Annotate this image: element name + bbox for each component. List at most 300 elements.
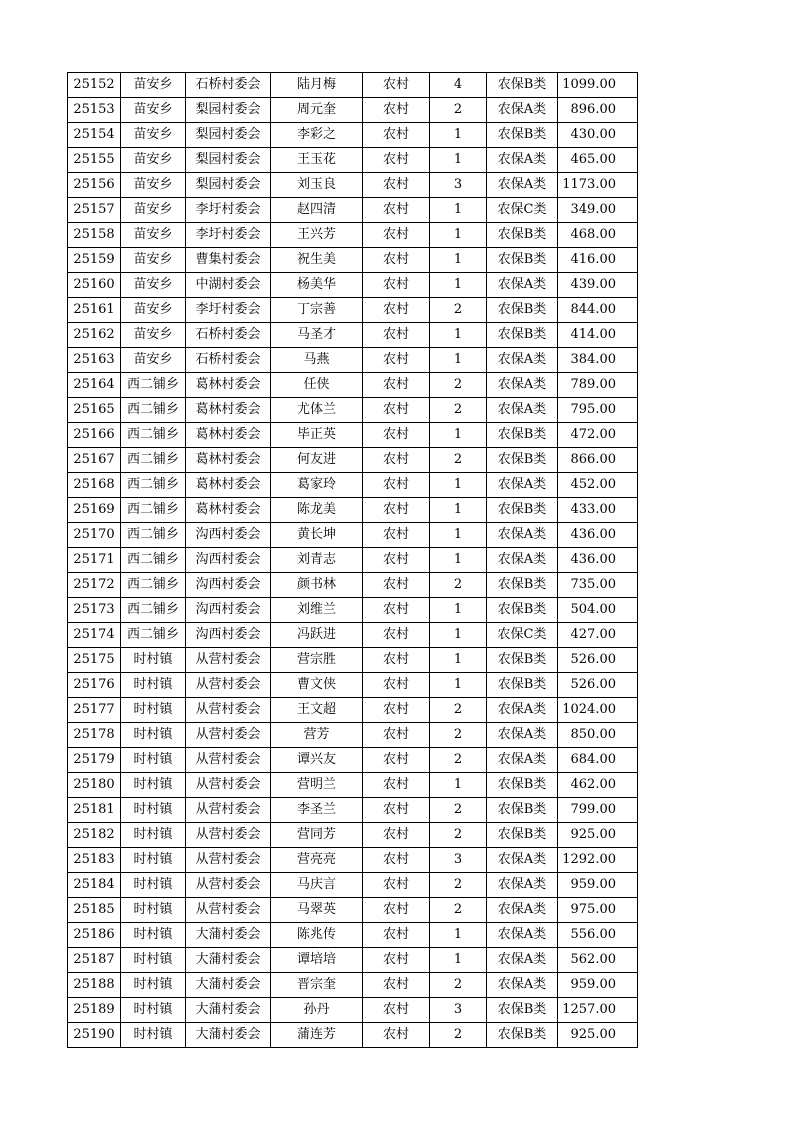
member-count-cell: 1 [430, 223, 487, 248]
amount-cell: 433.00 [558, 498, 638, 523]
village-cell: 沟西村委会 [186, 573, 271, 598]
record-id-cell: 25154 [68, 123, 121, 148]
record-id-cell: 25180 [68, 773, 121, 798]
record-id-cell: 25157 [68, 198, 121, 223]
member-count-cell: 1 [430, 273, 487, 298]
village-cell: 大蒲村委会 [186, 1023, 271, 1048]
township-cell: 苗安乡 [121, 148, 186, 173]
member-count-cell: 1 [430, 498, 487, 523]
village-cell: 梨园村委会 [186, 123, 271, 148]
table-row [68, 373, 638, 398]
insurance-category-cell: 农保A类 [487, 273, 558, 298]
township-cell: 苗安乡 [121, 348, 186, 373]
amount-cell: 1099.00 [558, 73, 638, 98]
insurance-category-cell: 农保B类 [487, 248, 558, 273]
insurance-category-cell: 农保B类 [487, 498, 558, 523]
township-cell: 西二铺乡 [121, 373, 186, 398]
table-row [68, 423, 638, 448]
record-id-cell: 25163 [68, 348, 121, 373]
household-type-cell: 农村 [363, 923, 430, 948]
township-cell: 西二铺乡 [121, 498, 186, 523]
name-cell: 祝生美 [271, 248, 363, 273]
household-type-cell: 农村 [363, 873, 430, 898]
township-cell: 苗安乡 [121, 73, 186, 98]
household-type-cell: 农村 [363, 523, 430, 548]
household-type-cell: 农村 [363, 773, 430, 798]
household-type-cell: 农村 [363, 348, 430, 373]
township-cell: 西二铺乡 [121, 423, 186, 448]
village-cell: 梨园村委会 [186, 148, 271, 173]
township-cell: 苗安乡 [121, 273, 186, 298]
record-id-cell: 25173 [68, 598, 121, 623]
member-count-cell: 2 [430, 873, 487, 898]
household-type-cell: 农村 [363, 573, 430, 598]
amount-cell: 556.00 [558, 923, 638, 948]
amount-cell: 384.00 [558, 348, 638, 373]
name-cell: 颜书林 [271, 573, 363, 598]
township-cell: 苗安乡 [121, 323, 186, 348]
record-id-cell: 25184 [68, 873, 121, 898]
insurance-category-cell: 农保A类 [487, 723, 558, 748]
insurance-category-cell: 农保A类 [487, 148, 558, 173]
household-type-cell: 农村 [363, 823, 430, 848]
township-cell: 时村镇 [121, 873, 186, 898]
household-type-cell: 农村 [363, 123, 430, 148]
township-cell: 时村镇 [121, 698, 186, 723]
insurance-category-cell: 农保A类 [487, 948, 558, 973]
township-cell: 西二铺乡 [121, 548, 186, 573]
table-row [68, 598, 638, 623]
township-cell: 时村镇 [121, 973, 186, 998]
table-row [68, 723, 638, 748]
member-count-cell: 1 [430, 773, 487, 798]
record-id-cell: 25188 [68, 973, 121, 998]
record-id-cell: 25161 [68, 298, 121, 323]
table-row [68, 573, 638, 598]
table-row [68, 1023, 638, 1048]
township-cell: 时村镇 [121, 748, 186, 773]
table-row [68, 823, 638, 848]
member-count-cell: 1 [430, 598, 487, 623]
amount-cell: 975.00 [558, 898, 638, 923]
insurance-category-cell: 农保B类 [487, 223, 558, 248]
insurance-category-cell: 农保A类 [487, 698, 558, 723]
table-row [68, 848, 638, 873]
amount-cell: 562.00 [558, 948, 638, 973]
table-row [68, 298, 638, 323]
village-cell: 石桥村委会 [186, 348, 271, 373]
name-cell: 晋宗奎 [271, 973, 363, 998]
village-cell: 从营村委会 [186, 648, 271, 673]
table-row [68, 773, 638, 798]
village-cell: 梨园村委会 [186, 98, 271, 123]
table-row [68, 123, 638, 148]
household-type-cell: 农村 [363, 373, 430, 398]
name-cell: 黄长坤 [271, 523, 363, 548]
record-id-cell: 25170 [68, 523, 121, 548]
record-id-cell: 25182 [68, 823, 121, 848]
household-type-cell: 农村 [363, 498, 430, 523]
amount-cell: 795.00 [558, 398, 638, 423]
insurance-category-cell: 农保B类 [487, 798, 558, 823]
insurance-category-cell: 农保B类 [487, 573, 558, 598]
village-cell: 梨园村委会 [186, 173, 271, 198]
township-cell: 西二铺乡 [121, 573, 186, 598]
member-count-cell: 2 [430, 698, 487, 723]
village-cell: 曹集村委会 [186, 248, 271, 273]
member-count-cell: 2 [430, 798, 487, 823]
record-id-cell: 25189 [68, 998, 121, 1023]
township-cell: 时村镇 [121, 848, 186, 873]
record-id-cell: 25171 [68, 548, 121, 573]
table-body [68, 73, 638, 1048]
name-cell: 孙丹 [271, 998, 363, 1023]
amount-cell: 925.00 [558, 823, 638, 848]
household-type-cell: 农村 [363, 1023, 430, 1048]
township-cell: 苗安乡 [121, 123, 186, 148]
table-row [68, 323, 638, 348]
table-row [68, 148, 638, 173]
village-cell: 从营村委会 [186, 723, 271, 748]
village-cell: 葛林村委会 [186, 448, 271, 473]
table-row [68, 548, 638, 573]
insurance-category-cell: 农保A类 [487, 748, 558, 773]
table-row [68, 398, 638, 423]
village-cell: 葛林村委会 [186, 423, 271, 448]
record-id-cell: 25185 [68, 898, 121, 923]
member-count-cell: 2 [430, 373, 487, 398]
insurance-category-cell: 农保C类 [487, 623, 558, 648]
township-cell: 时村镇 [121, 1023, 186, 1048]
name-cell: 曹文侠 [271, 673, 363, 698]
table-row [68, 973, 638, 998]
name-cell: 谭兴友 [271, 748, 363, 773]
table-row [68, 748, 638, 773]
household-type-cell: 农村 [363, 98, 430, 123]
insurance-category-cell: 农保B类 [487, 73, 558, 98]
village-cell: 石桥村委会 [186, 323, 271, 348]
insurance-category-cell: 农保B类 [487, 648, 558, 673]
amount-cell: 436.00 [558, 548, 638, 573]
insurance-category-cell: 农保B类 [487, 123, 558, 148]
name-cell: 谭培培 [271, 948, 363, 973]
name-cell: 陈兆传 [271, 923, 363, 948]
table-row [68, 173, 638, 198]
name-cell: 冯跃进 [271, 623, 363, 648]
village-cell: 葛林村委会 [186, 498, 271, 523]
table-row [68, 348, 638, 373]
member-count-cell: 3 [430, 173, 487, 198]
record-id-cell: 25160 [68, 273, 121, 298]
township-cell: 苗安乡 [121, 298, 186, 323]
insurance-category-cell: 农保A类 [487, 373, 558, 398]
village-cell: 中湖村委会 [186, 273, 271, 298]
insurance-category-cell: 农保B类 [487, 448, 558, 473]
township-cell: 时村镇 [121, 823, 186, 848]
record-id-cell: 25181 [68, 798, 121, 823]
member-count-cell: 1 [430, 248, 487, 273]
amount-cell: 799.00 [558, 798, 638, 823]
household-type-cell: 农村 [363, 298, 430, 323]
table-row [68, 248, 638, 273]
township-cell: 苗安乡 [121, 98, 186, 123]
member-count-cell: 1 [430, 348, 487, 373]
record-id-cell: 25175 [68, 648, 121, 673]
insurance-category-cell: 农保C类 [487, 198, 558, 223]
household-type-cell: 农村 [363, 898, 430, 923]
member-count-cell: 1 [430, 473, 487, 498]
amount-cell: 439.00 [558, 273, 638, 298]
village-cell: 从营村委会 [186, 848, 271, 873]
table-row [68, 273, 638, 298]
amount-cell: 465.00 [558, 148, 638, 173]
insurance-category-cell: 农保A类 [487, 398, 558, 423]
record-id-cell: 25169 [68, 498, 121, 523]
record-id-cell: 25162 [68, 323, 121, 348]
township-cell: 苗安乡 [121, 173, 186, 198]
township-cell: 时村镇 [121, 923, 186, 948]
member-count-cell: 1 [430, 673, 487, 698]
member-count-cell: 2 [430, 748, 487, 773]
name-cell: 陆月梅 [271, 73, 363, 98]
record-id-cell: 25172 [68, 573, 121, 598]
insurance-category-cell: 农保B类 [487, 1023, 558, 1048]
name-cell: 李彩之 [271, 123, 363, 148]
record-id-cell: 25186 [68, 923, 121, 948]
township-cell: 时村镇 [121, 723, 186, 748]
name-cell: 马翠英 [271, 898, 363, 923]
township-cell: 时村镇 [121, 773, 186, 798]
name-cell: 刘维兰 [271, 598, 363, 623]
amount-cell: 959.00 [558, 973, 638, 998]
household-type-cell: 农村 [363, 548, 430, 573]
insurance-category-cell: 农保B类 [487, 823, 558, 848]
table-row [68, 223, 638, 248]
household-type-cell: 农村 [363, 273, 430, 298]
amount-cell: 844.00 [558, 298, 638, 323]
record-id-cell: 25177 [68, 698, 121, 723]
member-count-cell: 1 [430, 423, 487, 448]
member-count-cell: 2 [430, 573, 487, 598]
village-cell: 沟西村委会 [186, 598, 271, 623]
township-cell: 西二铺乡 [121, 623, 186, 648]
amount-cell: 349.00 [558, 198, 638, 223]
village-cell: 从营村委会 [186, 873, 271, 898]
amount-cell: 789.00 [558, 373, 638, 398]
record-id-cell: 25164 [68, 373, 121, 398]
insurance-category-cell: 农保A类 [487, 848, 558, 873]
name-cell: 丁宗善 [271, 298, 363, 323]
name-cell: 营同芳 [271, 823, 363, 848]
village-cell: 大蒲村委会 [186, 998, 271, 1023]
member-count-cell: 1 [430, 948, 487, 973]
member-count-cell: 2 [430, 1023, 487, 1048]
village-cell: 从营村委会 [186, 898, 271, 923]
township-cell: 时村镇 [121, 998, 186, 1023]
record-id-cell: 25156 [68, 173, 121, 198]
record-id-cell: 25190 [68, 1023, 121, 1048]
insurance-category-cell: 农保B类 [487, 998, 558, 1023]
table-row [68, 523, 638, 548]
amount-cell: 684.00 [558, 748, 638, 773]
township-cell: 苗安乡 [121, 223, 186, 248]
amount-cell: 436.00 [558, 523, 638, 548]
name-cell: 刘玉良 [271, 173, 363, 198]
insurance-category-cell: 农保A类 [487, 473, 558, 498]
amount-cell: 452.00 [558, 473, 638, 498]
name-cell: 陈龙美 [271, 498, 363, 523]
records-table [67, 72, 638, 1048]
member-count-cell: 1 [430, 623, 487, 648]
insurance-category-cell: 农保A类 [487, 523, 558, 548]
household-type-cell: 农村 [363, 748, 430, 773]
village-cell: 李圩村委会 [186, 298, 271, 323]
amount-cell: 925.00 [558, 1023, 638, 1048]
record-id-cell: 25153 [68, 98, 121, 123]
village-cell: 从营村委会 [186, 773, 271, 798]
table-row [68, 998, 638, 1023]
member-count-cell: 2 [430, 298, 487, 323]
household-type-cell: 农村 [363, 673, 430, 698]
insurance-category-cell: 农保A类 [487, 548, 558, 573]
household-type-cell: 农村 [363, 223, 430, 248]
record-id-cell: 25152 [68, 73, 121, 98]
record-id-cell: 25179 [68, 748, 121, 773]
name-cell: 何友进 [271, 448, 363, 473]
household-type-cell: 农村 [363, 623, 430, 648]
name-cell: 营亮亮 [271, 848, 363, 873]
record-id-cell: 25167 [68, 448, 121, 473]
household-type-cell: 农村 [363, 148, 430, 173]
table-row [68, 198, 638, 223]
amount-cell: 1024.00 [558, 698, 638, 723]
insurance-category-cell: 农保A类 [487, 173, 558, 198]
name-cell: 王文超 [271, 698, 363, 723]
township-cell: 时村镇 [121, 898, 186, 923]
record-id-cell: 25155 [68, 148, 121, 173]
township-cell: 时村镇 [121, 648, 186, 673]
village-cell: 从营村委会 [186, 698, 271, 723]
member-count-cell: 1 [430, 123, 487, 148]
amount-cell: 416.00 [558, 248, 638, 273]
member-count-cell: 2 [430, 823, 487, 848]
household-type-cell: 农村 [363, 948, 430, 973]
village-cell: 葛林村委会 [186, 473, 271, 498]
household-type-cell: 农村 [363, 698, 430, 723]
name-cell: 马燕 [271, 348, 363, 373]
member-count-cell: 1 [430, 198, 487, 223]
member-count-cell: 1 [430, 648, 487, 673]
name-cell: 赵四清 [271, 198, 363, 223]
record-id-cell: 25165 [68, 398, 121, 423]
member-count-cell: 2 [430, 98, 487, 123]
amount-cell: 850.00 [558, 723, 638, 748]
amount-cell: 468.00 [558, 223, 638, 248]
name-cell: 毕正英 [271, 423, 363, 448]
township-cell: 西二铺乡 [121, 473, 186, 498]
insurance-category-cell: 农保A类 [487, 348, 558, 373]
household-type-cell: 农村 [363, 248, 430, 273]
insurance-category-cell: 农保B类 [487, 673, 558, 698]
household-type-cell: 农村 [363, 998, 430, 1023]
insurance-category-cell: 农保A类 [487, 898, 558, 923]
member-count-cell: 2 [430, 723, 487, 748]
table-row [68, 473, 638, 498]
village-cell: 沟西村委会 [186, 623, 271, 648]
insurance-category-cell: 农保B类 [487, 323, 558, 348]
member-count-cell: 2 [430, 898, 487, 923]
household-type-cell: 农村 [363, 648, 430, 673]
member-count-cell: 2 [430, 398, 487, 423]
household-type-cell: 农村 [363, 598, 430, 623]
village-cell: 葛林村委会 [186, 373, 271, 398]
amount-cell: 1292.00 [558, 848, 638, 873]
table-row [68, 498, 638, 523]
insurance-category-cell: 农保B类 [487, 773, 558, 798]
insurance-category-cell: 农保A类 [487, 973, 558, 998]
name-cell: 李圣兰 [271, 798, 363, 823]
village-cell: 从营村委会 [186, 823, 271, 848]
household-type-cell: 农村 [363, 723, 430, 748]
table-row [68, 623, 638, 648]
village-cell: 从营村委会 [186, 673, 271, 698]
member-count-cell: 1 [430, 523, 487, 548]
member-count-cell: 1 [430, 148, 487, 173]
table-row [68, 798, 638, 823]
village-cell: 李圩村委会 [186, 198, 271, 223]
table-row [68, 898, 638, 923]
record-id-cell: 25178 [68, 723, 121, 748]
household-type-cell: 农村 [363, 323, 430, 348]
name-cell: 营明兰 [271, 773, 363, 798]
name-cell: 马庆言 [271, 873, 363, 898]
name-cell: 王玉花 [271, 148, 363, 173]
insurance-category-cell: 农保A类 [487, 923, 558, 948]
name-cell: 葛家玲 [271, 473, 363, 498]
amount-cell: 504.00 [558, 598, 638, 623]
township-cell: 西二铺乡 [121, 448, 186, 473]
record-id-cell: 25158 [68, 223, 121, 248]
table-row [68, 948, 638, 973]
village-cell: 李圩村委会 [186, 223, 271, 248]
village-cell: 大蒲村委会 [186, 973, 271, 998]
table-row [68, 873, 638, 898]
member-count-cell: 1 [430, 548, 487, 573]
household-type-cell: 农村 [363, 473, 430, 498]
amount-cell: 526.00 [558, 673, 638, 698]
name-cell: 杨美华 [271, 273, 363, 298]
village-cell: 石桥村委会 [186, 73, 271, 98]
township-cell: 苗安乡 [121, 198, 186, 223]
member-count-cell: 4 [430, 73, 487, 98]
household-type-cell: 农村 [363, 198, 430, 223]
record-id-cell: 25159 [68, 248, 121, 273]
village-cell: 沟西村委会 [186, 548, 271, 573]
table-row [68, 923, 638, 948]
township-cell: 西二铺乡 [121, 598, 186, 623]
household-type-cell: 农村 [363, 73, 430, 98]
insurance-category-cell: 农保A类 [487, 98, 558, 123]
table-row [68, 98, 638, 123]
table-row [68, 73, 638, 98]
insurance-category-cell: 农保B类 [487, 598, 558, 623]
township-cell: 西二铺乡 [121, 523, 186, 548]
name-cell: 蒲连芳 [271, 1023, 363, 1048]
household-type-cell: 农村 [363, 848, 430, 873]
amount-cell: 427.00 [558, 623, 638, 648]
village-cell: 沟西村委会 [186, 523, 271, 548]
member-count-cell: 3 [430, 848, 487, 873]
